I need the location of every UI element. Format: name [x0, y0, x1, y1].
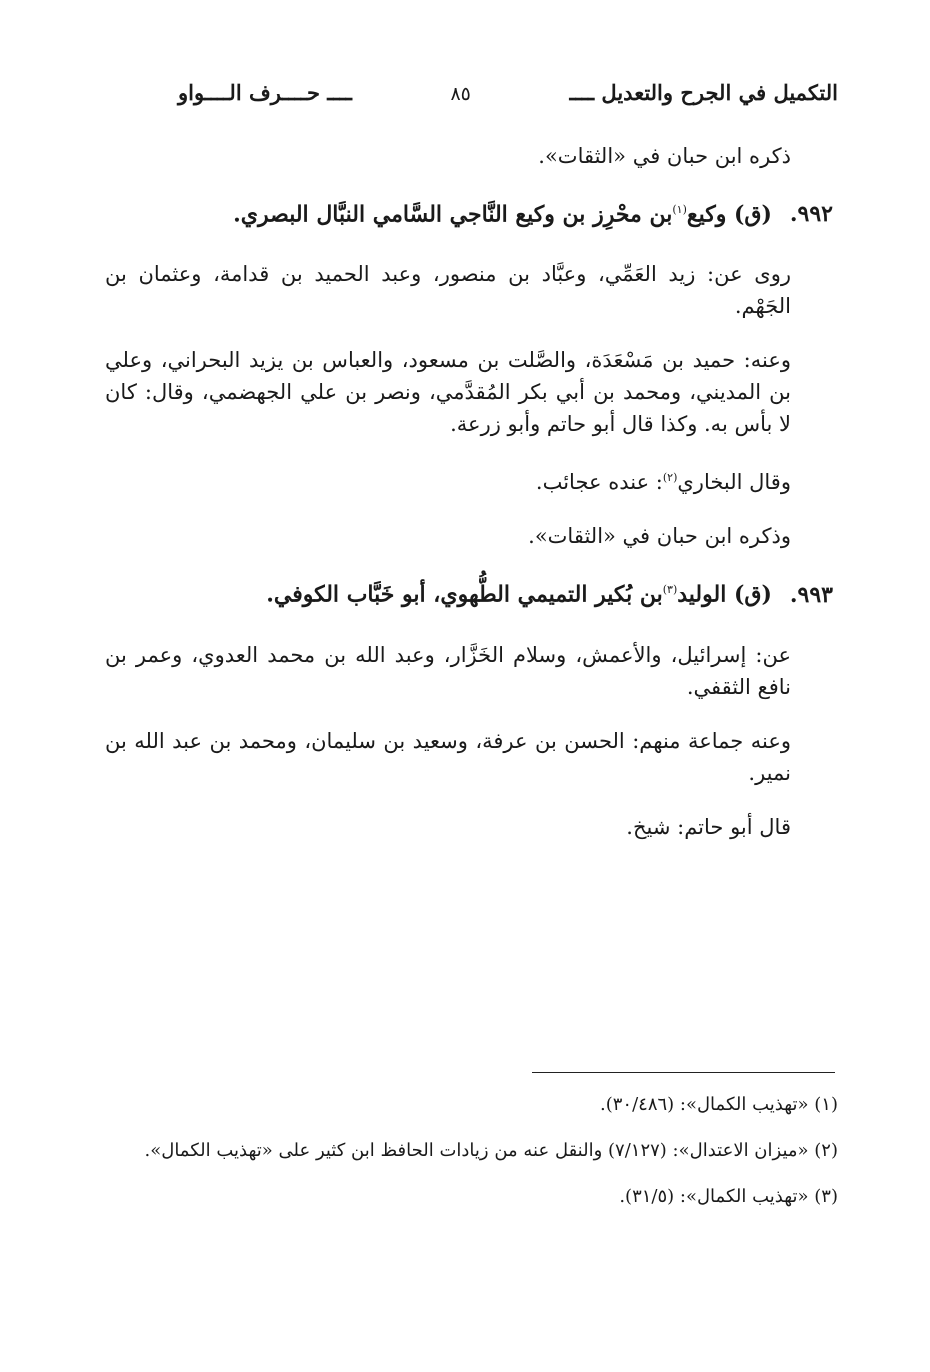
entry-name-rest: بن بُكير التميمي الطُّهوي، أبو خَبَّاب الكوفي.: [266, 581, 663, 608]
paragraph: عن: إسرائيل، والأعمش، وسلام الخَزَّار، وعبد الله بن محمد العدوي، وعمر بن نافع الثقفي.: [105, 642, 791, 699]
page-number: ٨٥: [450, 83, 471, 105]
paragraph: قال أبو حاتم: شيخ.: [626, 814, 791, 839]
entry-number: ٩٩٣.: [789, 581, 833, 608]
footnote: (٢) «ميزان الاعتدال»: (٧/١٢٧) والنقل عنه من زيادات الحافظ ابن كثير على «تهذيب الكمال».: [144, 1140, 838, 1161]
footnote-separator: [532, 1072, 835, 1073]
footnote-ref[interactable]: (١): [672, 203, 687, 216]
footnotes: [105, 1088, 838, 1226]
entry-name: (ق) الوليد: [677, 581, 772, 608]
entry-name: (ق) وكيع: [686, 201, 772, 228]
header-book-title: التكميل في الجرح والتعديل ــــ: [569, 80, 838, 105]
running-header: [178, 80, 838, 105]
header-section: ــــ حــــرف الــــواو: [178, 80, 352, 105]
main-text: [105, 140, 833, 865]
entry-number: ٩٩٢.: [789, 201, 833, 228]
paragraph: وعنه جماعة منهم: الحسن بن عرفة، وسعيد بن سليمان، ومحمد بن عبد الله بن نمير.: [105, 728, 791, 785]
entry-993-title: [105, 574, 833, 610]
paragraph-text: : عنده عجائب.: [535, 470, 663, 495]
paragraph: ذكره ابن حبان في «الثقات».: [538, 144, 791, 168]
entry-992-title: [105, 194, 833, 230]
entry-name-rest: بن محْرِز بن وكيع النَّاجي السَّامي النبَّال البصري.: [233, 201, 673, 228]
paragraph: روى عن: زيد العَمِّي، وعبَّاد بن منصور، وعبد الحميد بن قدامة، وعثمان بن الجَهْم.: [105, 262, 791, 319]
footnote-ref[interactable]: (٢): [662, 471, 678, 485]
footnote: (٣) «تهذيب الكمال»: (٣١/٥).: [619, 1186, 838, 1207]
paragraph: [105, 462, 833, 498]
paragraph: وذكره ابن حبان في «الثقات».: [528, 524, 791, 549]
paragraph-text: وقال البخاري: [677, 470, 791, 495]
footnote-ref[interactable]: (٣): [662, 583, 678, 597]
paragraph: وعنه: حميد بن مَسْعَدَة، والصَّلت بن مسعود، والعباس بن يزيد البحراني، وعلي بن المديني، ومحمد بن أبي بكر المُقدَّمي، ونصر بن علي الجهضمي، وقال: كان لا بأس به. وكذا قال أبو حاتم وأبو زرعة.: [105, 348, 791, 437]
footnote: (١) «تهذيب الكمال»: (٣٠/٤٨٦).: [600, 1094, 838, 1115]
